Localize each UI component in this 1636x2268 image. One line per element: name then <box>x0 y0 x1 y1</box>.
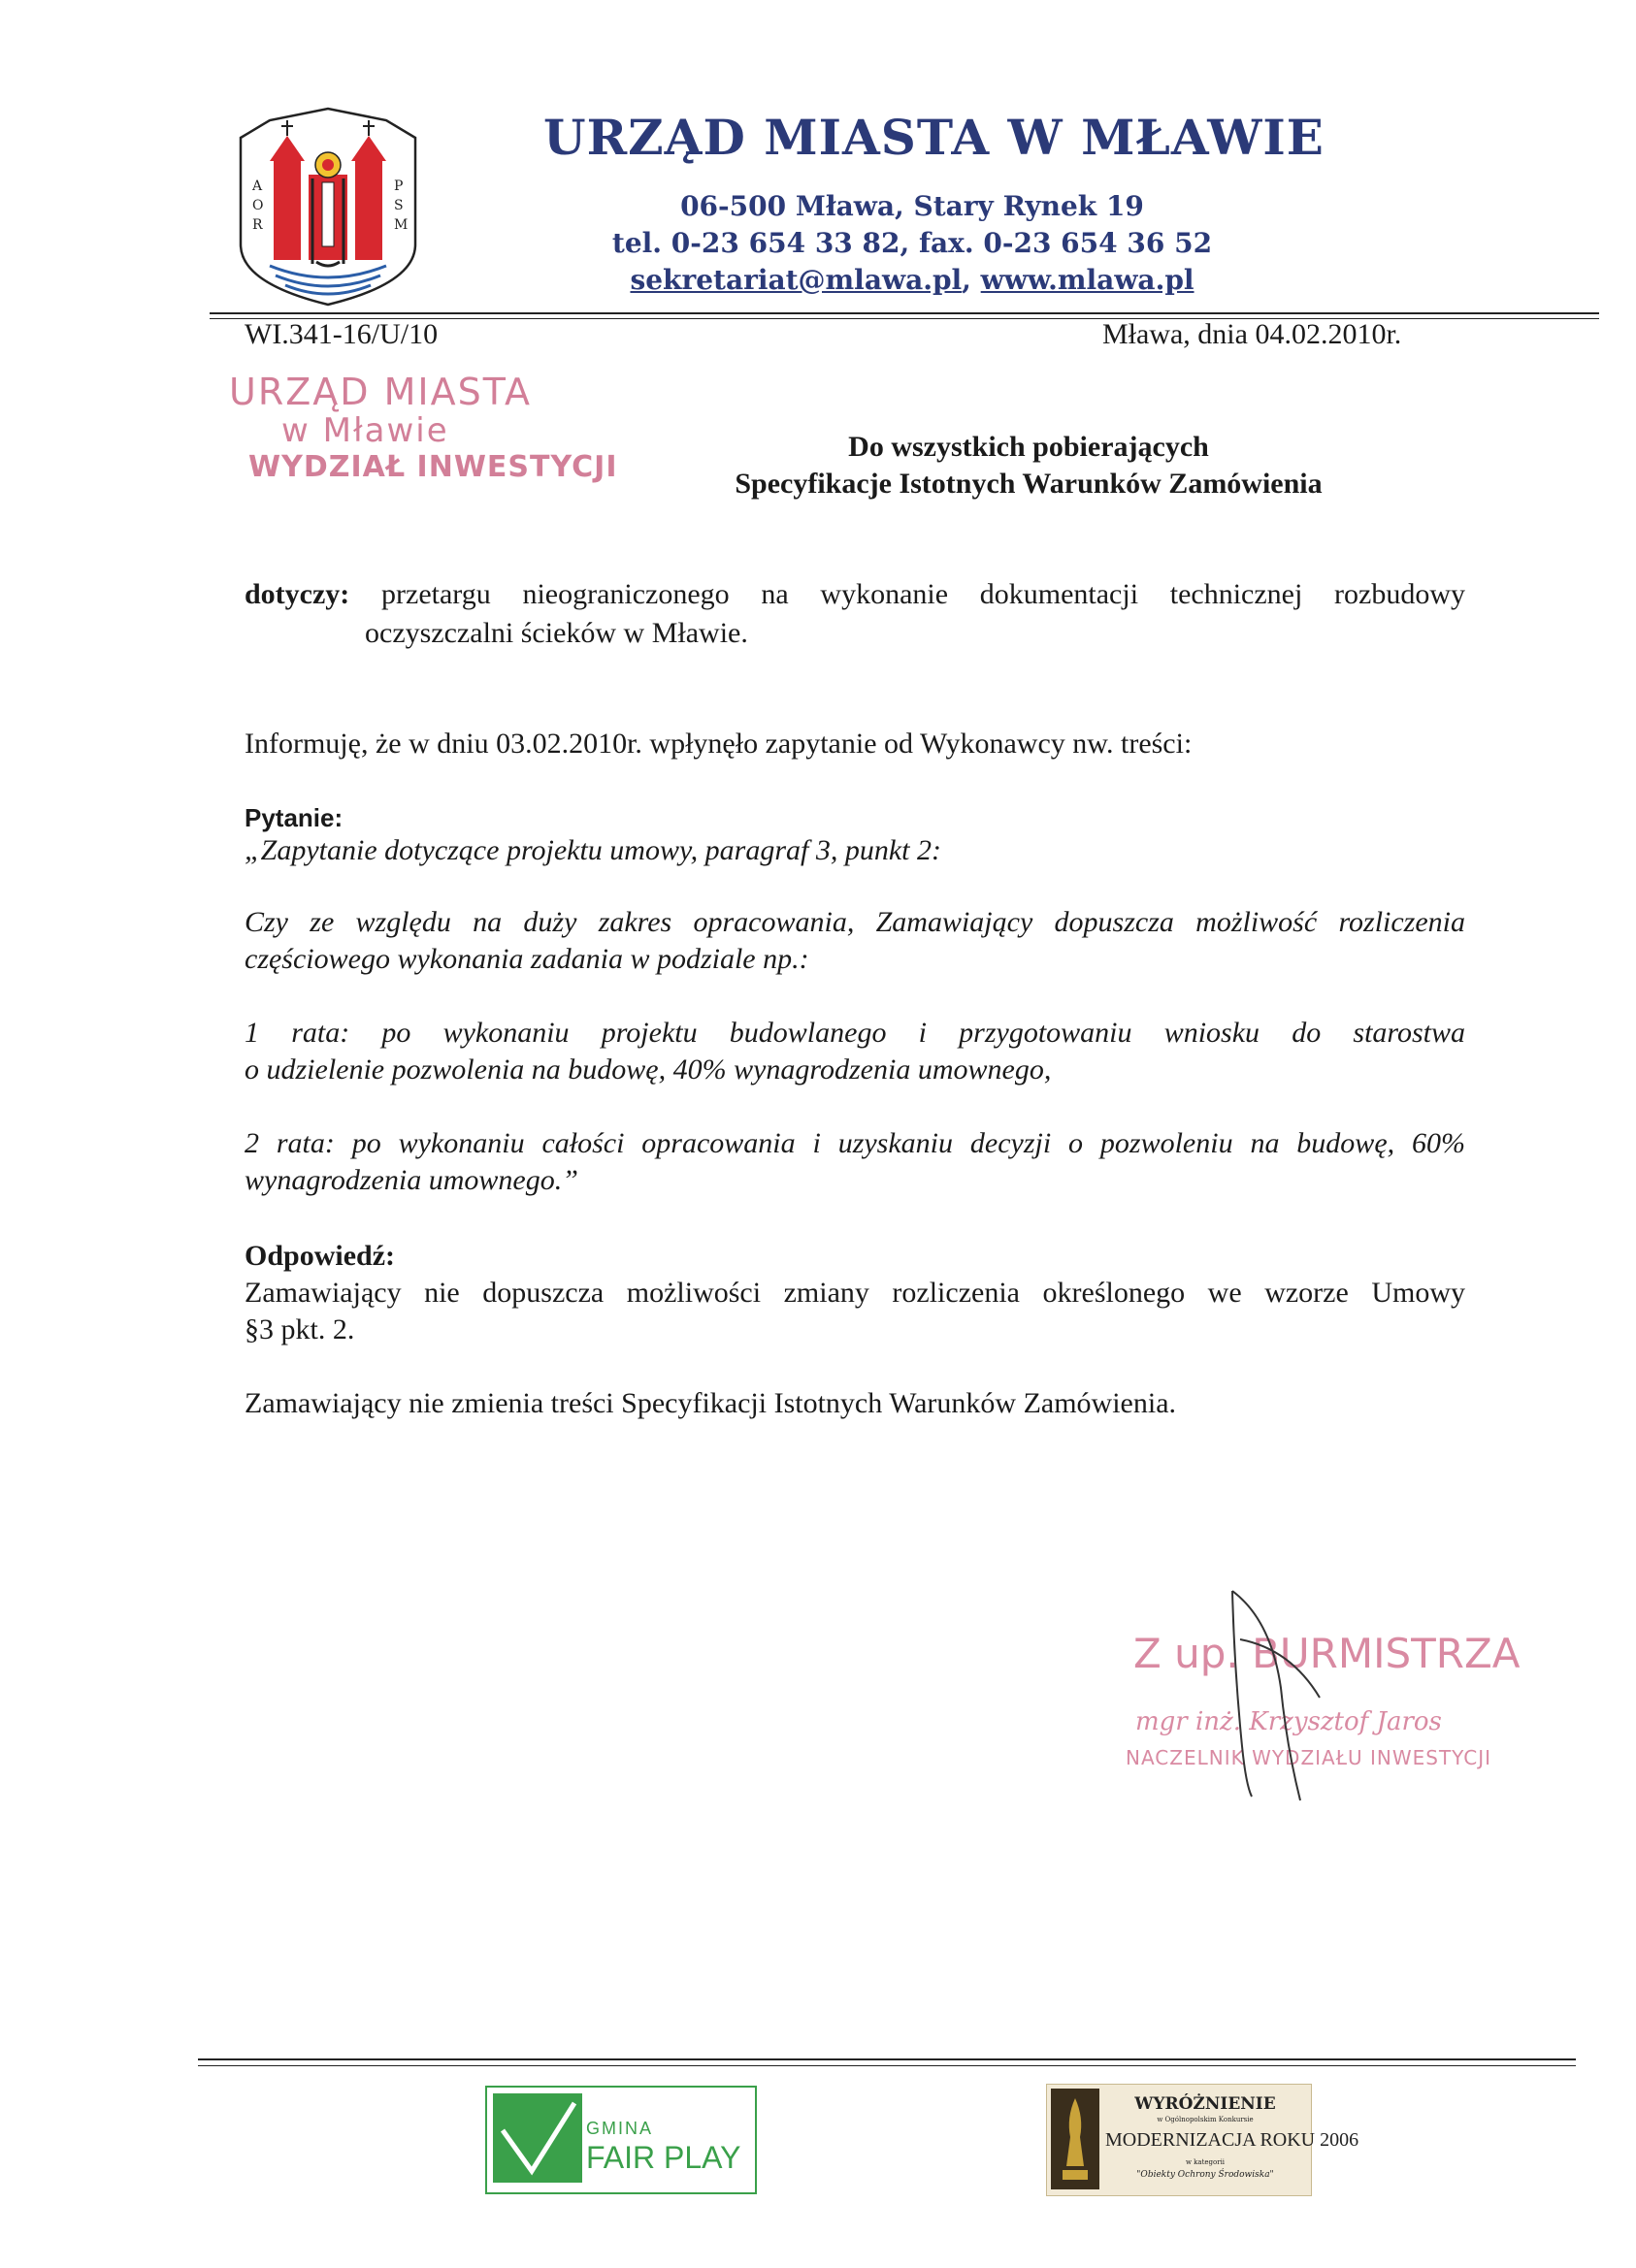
footer-divider-thin <box>198 2065 1576 2066</box>
fair-play-badge <box>485 2086 757 2194</box>
organization-phone-fax: tel. 0-23 654 33 82, fax. 0-23 654 36 52 <box>611 227 1213 259</box>
subject-line1 <box>245 576 1465 613</box>
coat-letter-right: S <box>394 198 404 213</box>
handwritten-signature <box>1213 1581 1339 1804</box>
website-link[interactable]: www.mlawa.pl <box>980 264 1194 296</box>
coat-letter-right: P <box>394 178 404 194</box>
reference-number: WI.341-16/U/10 <box>245 318 439 350</box>
organization-contacts <box>543 264 1281 296</box>
signature-stamp-line2: mgr inż. Krzysztof Jaros <box>1135 1707 1442 1736</box>
question-line2b: częściowego wykonania zadania w podziale np.: <box>245 943 809 975</box>
subject-label: dotyczy: <box>245 578 350 610</box>
question-line3b: o udzielenie pozwolenia na budowę, 40% wynagrodzenia umownego, <box>245 1053 1052 1085</box>
award-line4: w kategorii <box>1185 2158 1226 2166</box>
department-stamp-line3: WYDZIAŁ INWESTYCJI <box>248 450 618 484</box>
coat-letter-left: A <box>252 178 263 194</box>
organization-address: 06-500 Mława, Stary Rynek 19 <box>680 190 1144 222</box>
coat-letter-right: M <box>394 217 409 233</box>
coat-letter-left: O <box>252 198 264 213</box>
signature-stamp-line3: NACZELNIK WYDZIAŁU INWESTYCJI <box>1126 1746 1492 1769</box>
fair-play-line2: FAIR PLAY <box>586 2140 741 2175</box>
answer-label: Odpowiedź: <box>245 1240 396 1272</box>
trophy-icon <box>1051 2089 1099 2189</box>
award-line3: MODERNIZACJA ROKU 2006 <box>1105 2129 1359 2151</box>
question-line1: „Zapytanie dotyczące projektu umowy, paragraf 3, punkt 2: <box>245 834 941 866</box>
award-line5: "Obiekty Ochrony Środowiska" <box>1136 2170 1274 2180</box>
header-divider <box>210 312 1599 314</box>
letter-date: Mława, dnia 04.02.2010r. <box>1102 318 1402 350</box>
answer-line1b: §3 pkt. 2. <box>245 1313 355 1345</box>
question-line3a: 1 rata: po wykonaniu projektu budowlanego i przygotowaniu wniosku do starostwa <box>245 1017 1465 1049</box>
contacts-separator: , <box>962 264 981 296</box>
intro-paragraph: Informuję, że w dniu 03.02.2010r. wpłynęło zapytanie od Wykonawcy nw. treści: <box>245 728 1193 760</box>
question-label: Pytanie: <box>245 803 344 832</box>
addressee-line1: Do wszystkich pobierających <box>848 431 1209 463</box>
signature-stamp-line1: Z up. BURMISTRZA <box>1133 1630 1521 1677</box>
coat-of-arms-logo <box>231 99 425 308</box>
email-link[interactable]: sekretariat@mlawa.pl <box>630 264 963 296</box>
department-stamp-line2: w Mławie <box>281 411 449 450</box>
subject-line2: oczyszczalni ścieków w Mławie. <box>365 617 748 649</box>
closing-paragraph: Zamawiający nie zmienia treści Specyfikacji Istotnych Warunków Zamówienia. <box>245 1387 1177 1419</box>
footer-divider <box>198 2058 1576 2060</box>
question-line4b: wynagrodzenia umownego.” <box>245 1164 578 1196</box>
award-line1: WYRÓŻNIENIE <box>1134 2094 1276 2114</box>
subject-text-1: przetargu nieograniczonego na wykonanie dokumentacji technicznej rozbudowy <box>381 578 1466 610</box>
checkmark-icon <box>493 2093 582 2183</box>
addressee-line2: Specyfikacje Istotnych Warunków Zamówienia <box>735 468 1323 500</box>
award-badge <box>1046 2084 1359 2196</box>
coat-letter-left: R <box>252 217 263 233</box>
fair-play-line1: GMINA <box>586 2119 654 2138</box>
question-line2a: Czy ze względu na duży zakres opracowania, Zamawiający dopuszcza możliwość rozliczenia <box>245 906 1465 938</box>
department-stamp-line1: URZĄD MIASTA <box>229 371 532 413</box>
answer-line1a: Zamawiający nie dopuszcza możliwości zmiany rozliczenia określonego we wzorze Umowy <box>245 1277 1465 1309</box>
award-line2: w Ogólnopolskim Konkursie <box>1157 2116 1254 2123</box>
organization-name: URZĄD MIASTA W MŁAWIE <box>543 109 1325 166</box>
question-line4a: 2 rata: po wykonaniu całości opracowania i uzyskaniu decyzji o pozwoleniu na budowę, 60% <box>245 1127 1465 1159</box>
